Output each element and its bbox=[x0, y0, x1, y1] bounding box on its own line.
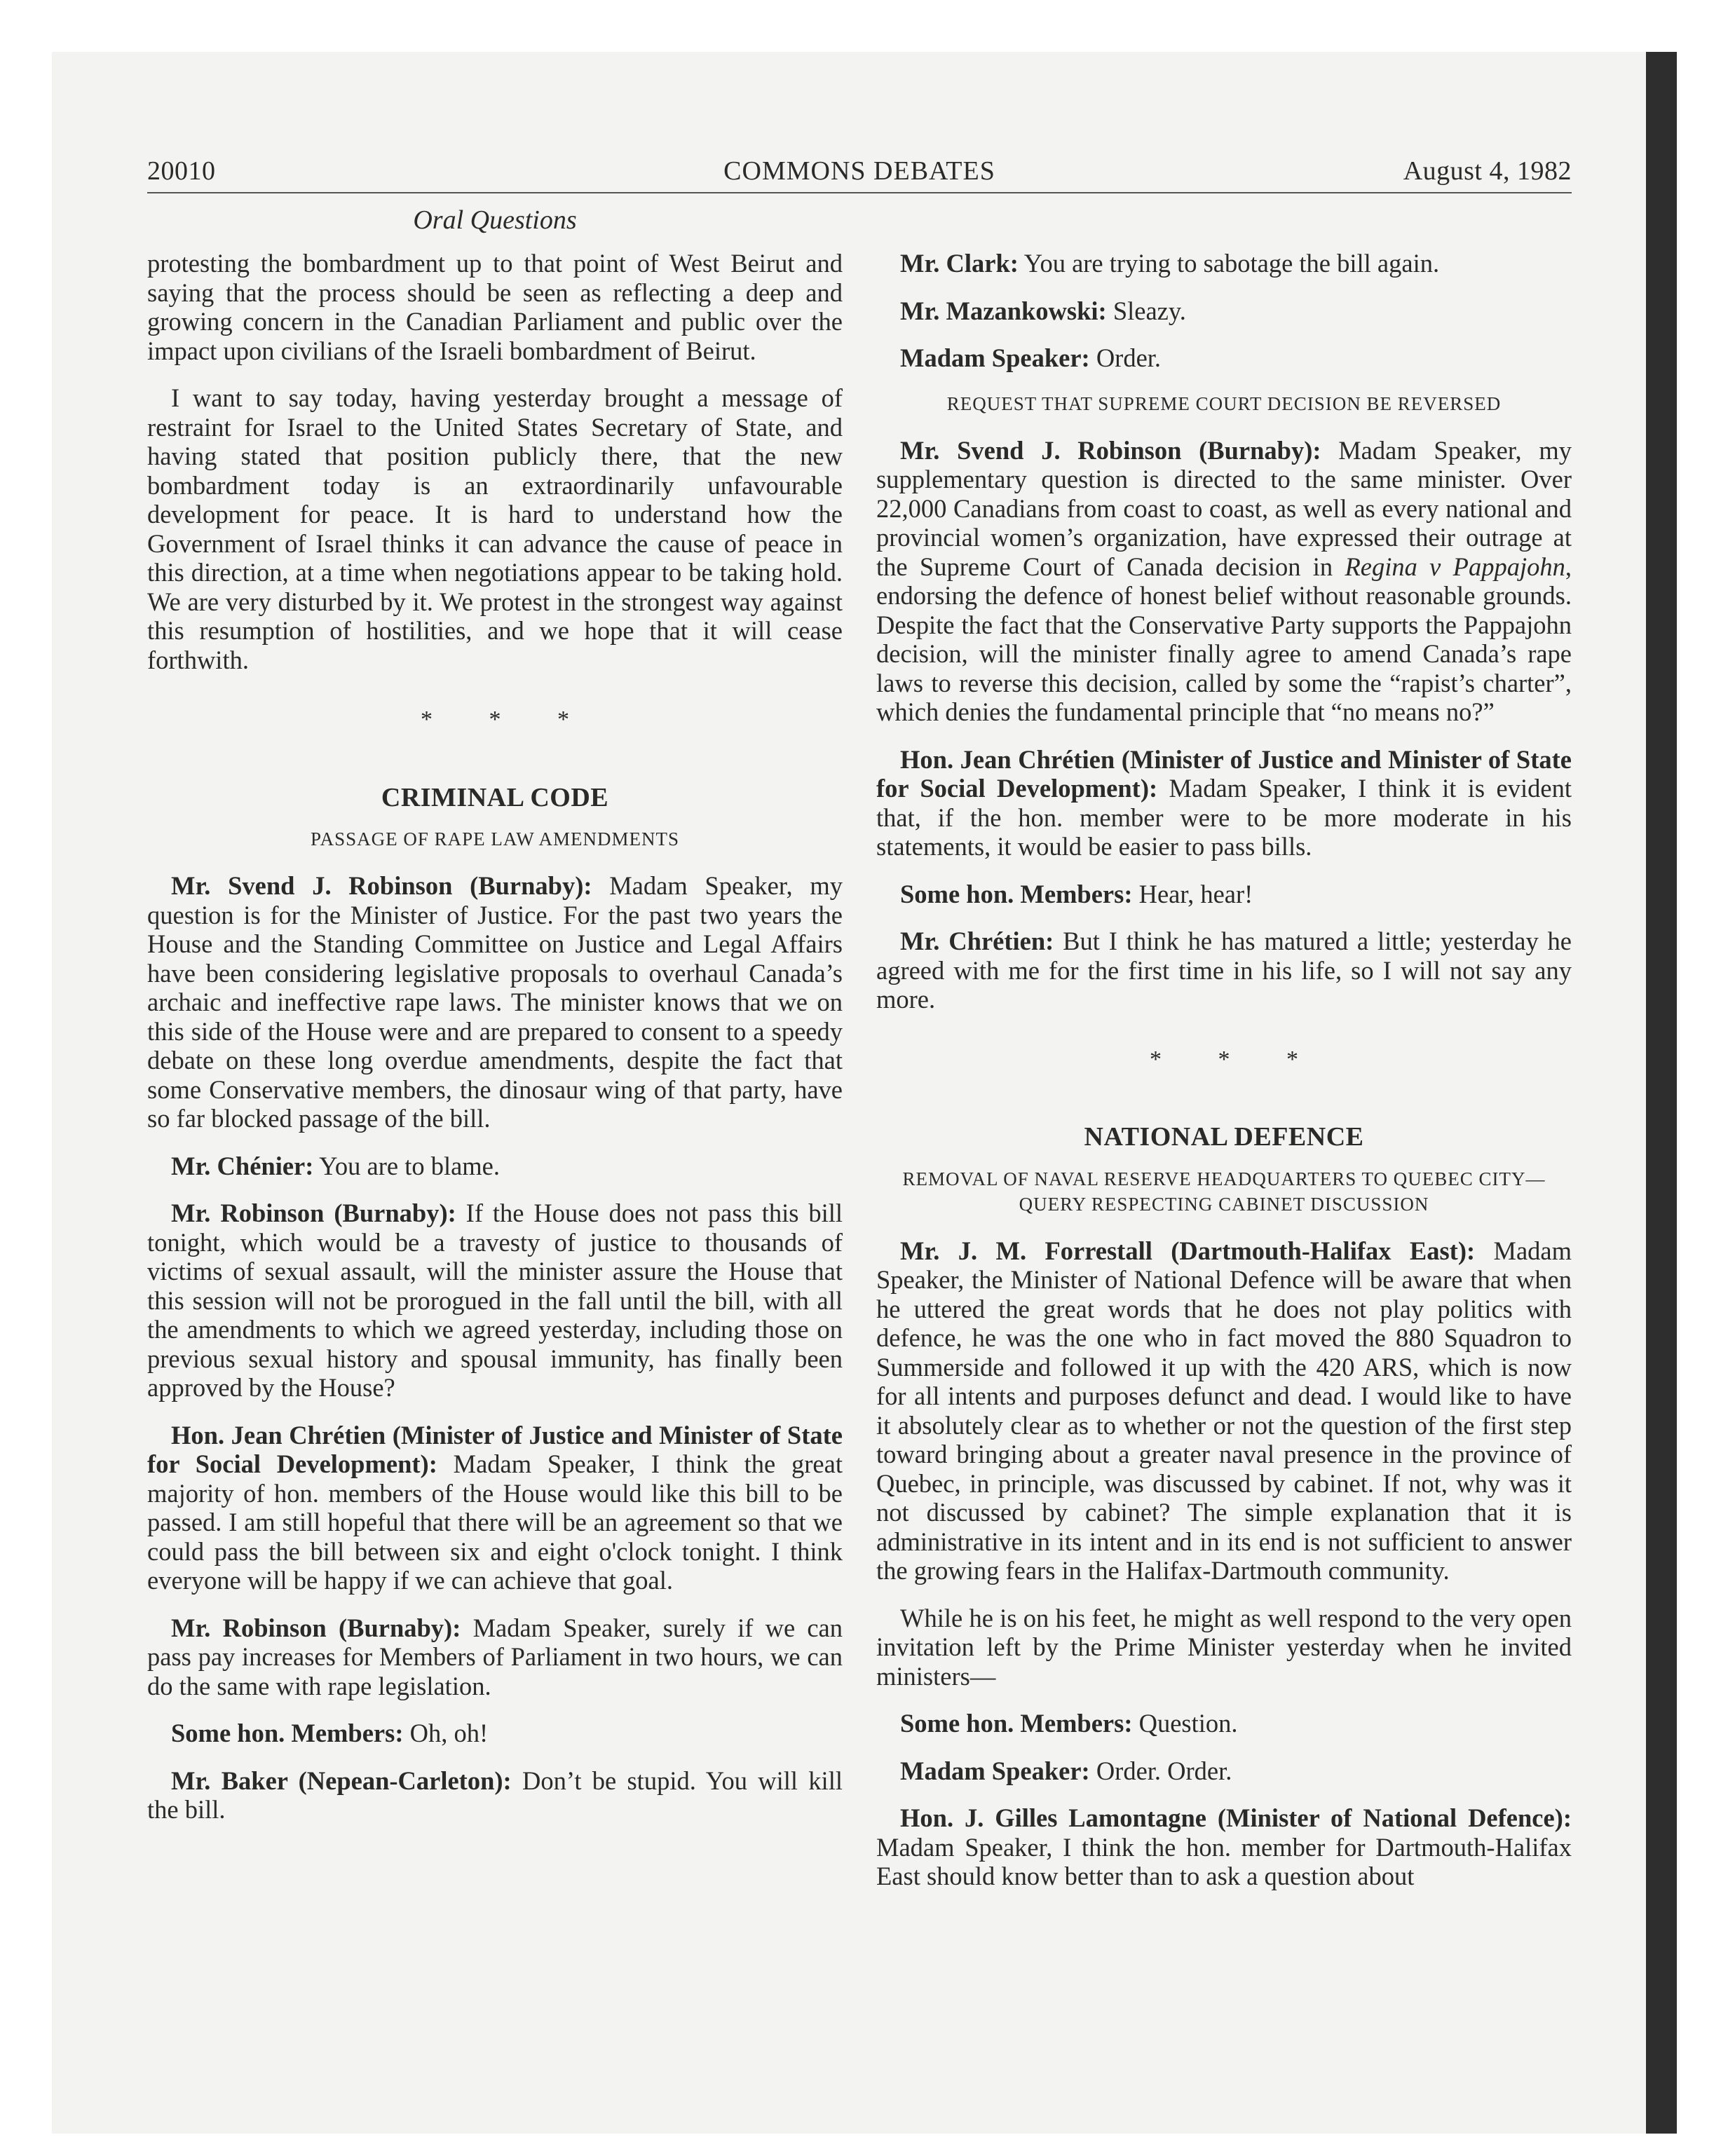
publication-title: COMMONS DEBATES bbox=[723, 156, 995, 186]
scan-edge-bar bbox=[1646, 52, 1677, 2134]
speech-text: Sleazy. bbox=[1106, 296, 1186, 325]
case-name: Regina v Pappajohn bbox=[1345, 552, 1565, 581]
publication-date: August 4, 1982 bbox=[1403, 156, 1572, 186]
speaker: Mr. Chénier: bbox=[171, 1151, 314, 1180]
speaker: Mr. Baker (Nepean-Carleton): bbox=[171, 1766, 512, 1795]
speaker: Hon. Jean Chrétien (Minister of Justice and Minister of State for Social Development): bbox=[876, 744, 1572, 803]
speech-text: Madam Speaker, I think the great majority of hon. members of the House would like this bill to be passed. I am still hopeful that there will be an agreement so that we could pass the bill between six and eight o'clock tonight. I think everyone will be happy if we can achieve that goal. bbox=[147, 1449, 843, 1595]
speech bbox=[876, 927, 1572, 1014]
paragraph: While he is on his feet, he might as well respond to the very open invitation left by the Prime Minister yesterday when he invited ministers— bbox=[876, 1603, 1572, 1691]
speaker: Mr. Chrétien: bbox=[900, 927, 1054, 955]
section-separator: * * * bbox=[1150, 1046, 1324, 1072]
speech bbox=[147, 871, 843, 1133]
speech bbox=[876, 880, 1572, 909]
speaker: Madam Speaker: bbox=[900, 1756, 1090, 1785]
speech-text: Madam Speaker, my question is for the Minister of Justice. For the past two years the House and the Standing Committee on Justice and Legal Affairs have been considering legislative proposals to overhaul Canada’s archaic and ineffective rape laws. The minister knows that we on this side of the House were and are prepared to consent to a speedy debate on these long overdue amendments, despite the fact that some Conservative members, the dinosaur wing of that party, have so far blocked passage of the bill. bbox=[147, 871, 843, 1133]
speech-text: Oh, oh! bbox=[403, 1719, 489, 1747]
speech-text: You are trying to sabotage the bill again. bbox=[1018, 249, 1440, 278]
speech bbox=[876, 296, 1572, 326]
speech bbox=[876, 1709, 1572, 1738]
speech bbox=[147, 1766, 843, 1824]
speaker: Mr. Mazankowski: bbox=[900, 296, 1107, 325]
speaker: Some hon. Members: bbox=[171, 1719, 404, 1747]
section-subheading: PASSAGE OF RAPE LAW AMENDMENTS bbox=[311, 828, 679, 850]
speaker: Mr. J. M. Forrestall (Dartmouth-Halifax East): bbox=[900, 1236, 1476, 1265]
speaker: Mr. Svend J. Robinson (Burnaby): bbox=[900, 435, 1321, 465]
page-number: 20010 bbox=[147, 156, 216, 186]
section-subheading: REMOVAL OF NAVAL RESERVE HEADQUARTERS TO QUEBEC CITY—QUERY RESPECTING CABINET DISCUSSION bbox=[902, 1168, 1546, 1215]
speech-text: You are to blame. bbox=[313, 1151, 501, 1180]
speaker: Some hon. Members: bbox=[900, 879, 1133, 908]
speaker: Mr. Clark: bbox=[900, 249, 1019, 278]
speech bbox=[147, 1152, 843, 1181]
speech-text: Madam Speaker, the Minister of National Defence will be aware that when he uttered the great words that he does not play politics with defence, he was the one who in fact moved the 880 Squadron to Summerside and followed it up with the 420 ARS, which is now for all intents and purposes defunct and dead. I would like to have it absolutely clear as to whether or not the question of the first step toward bringing about a greater naval presence in the province of Quebec, in principle, was discussed by cabinet. If not, why was it not discussed by cabinet? The simple explanation that it is administrative in its intent and in its end is not sufficient to answer the growing fears in the Halifax-Dartmouth community. bbox=[876, 1236, 1572, 1585]
speech bbox=[147, 1199, 843, 1403]
left-column bbox=[147, 249, 843, 1843]
speech bbox=[147, 1421, 843, 1595]
speech bbox=[876, 1803, 1572, 1891]
speech-text: Order. Order. bbox=[1089, 1756, 1232, 1785]
speaker: Mr. Robinson (Burnaby): bbox=[171, 1199, 456, 1227]
speech bbox=[876, 1236, 1572, 1585]
right-column bbox=[876, 249, 1572, 1909]
speaker: Mr. Svend J. Robinson (Burnaby): bbox=[171, 871, 592, 900]
section-label: Oral Questions bbox=[413, 205, 577, 235]
speech bbox=[876, 745, 1572, 861]
section-separator: * * * bbox=[421, 707, 594, 732]
paragraph: I want to say today, having yesterday brought a message of restraint for Israel to the United States Secretary of State, and having stated that position publicly there, that the new bombardment today is an extraordinarily unfavourable development for peace. It is hard to understand how the Government of Israel thinks it can advance the cause of peace in this direction, at a time when negotiations appear to be taking hold. We are very disturbed by it. We protest in the strongest way against this resumption of hostilities, and we hope that it will cease forthwith. bbox=[147, 383, 843, 674]
speech bbox=[876, 1756, 1572, 1786]
speech-text: Madam Speaker, my supplementary question is directed to the same minister. Over 22,000 Canadians from coast to coast, as well as every national and provincial women’s organization, have expressed their outrage at the Supreme Court of Canada decision in bbox=[876, 435, 1572, 581]
speaker: Mr. Robinson (Burnaby): bbox=[171, 1613, 461, 1642]
paragraph: protesting the bombardment up to that point of West Beirut and saying that the process should be seen as reflecting a deep and growing concern in the Canadian Parliament and public over the impact upon civilians of the Israeli bombardment of Beirut. bbox=[147, 249, 843, 365]
section-heading: NATIONAL DEFENCE bbox=[1084, 1122, 1364, 1152]
speech bbox=[876, 343, 1572, 373]
speech-text: Hear, hear! bbox=[1132, 879, 1253, 908]
section-heading: CRIMINAL CODE bbox=[381, 782, 609, 812]
speech bbox=[876, 249, 1572, 278]
speech-text: If the House does not pass this bill tonight, which would be a travesty of justice to thousands of victims of sexual assault, will the minister assure the House that this session will not be prorogued in the fall until the bill, with all the amendments to which we agreed yesterday, including those on previous sexual history and spousal immunity, has finally been approved by the House? bbox=[147, 1199, 843, 1402]
speech-text: Order. bbox=[1089, 343, 1162, 372]
speech-text: Don’t be stupid. You will kill the bill. bbox=[147, 1766, 843, 1824]
speech-text: Question. bbox=[1132, 1709, 1238, 1738]
speech-text: But I think he has matured a little; yesterday he agreed with me for the first time in his life, so I will not say any more. bbox=[876, 927, 1572, 1014]
running-header bbox=[147, 156, 1572, 193]
speaker: Some hon. Members: bbox=[900, 1709, 1133, 1738]
speaker: Hon. Jean Chrétien (Minister of Justice and Minister of State for Social Development): bbox=[147, 1420, 843, 1478]
speech-text: Madam Speaker, I think the hon. member for Dartmouth-Halifax East should know better than to ask a question about bbox=[876, 1832, 1572, 1890]
speech bbox=[876, 436, 1572, 727]
speech bbox=[147, 1719, 843, 1748]
section-subheading: REQUEST THAT SUPREME COURT DECISION BE REVERSED bbox=[946, 393, 1502, 414]
speech-text: Madam Speaker, I think it is evident that, if the hon. member were to be more moderate in his statements, it would be easier to pass bills. bbox=[876, 774, 1572, 861]
speech-text: Madam Speaker, surely if we can pass pay increases for Members of Parliament in two hours, we can do the same with rape legislation. bbox=[147, 1613, 843, 1700]
speaker: Madam Speaker: bbox=[900, 343, 1090, 372]
speaker: Hon. J. Gilles Lamontagne (Minister of National Defence): bbox=[900, 1803, 1572, 1832]
speech-text: , endorsing the defence of honest belief without reasonable grounds. Despite the fact that the Conservative Party supports the Pappajohn decision, will the minister finally agree to amend Canada’s rape laws to reverse this decision, called by some the “rapist’s charter”, which denies the fundamental principle that “no means no?” bbox=[876, 552, 1572, 726]
speech bbox=[147, 1613, 843, 1701]
